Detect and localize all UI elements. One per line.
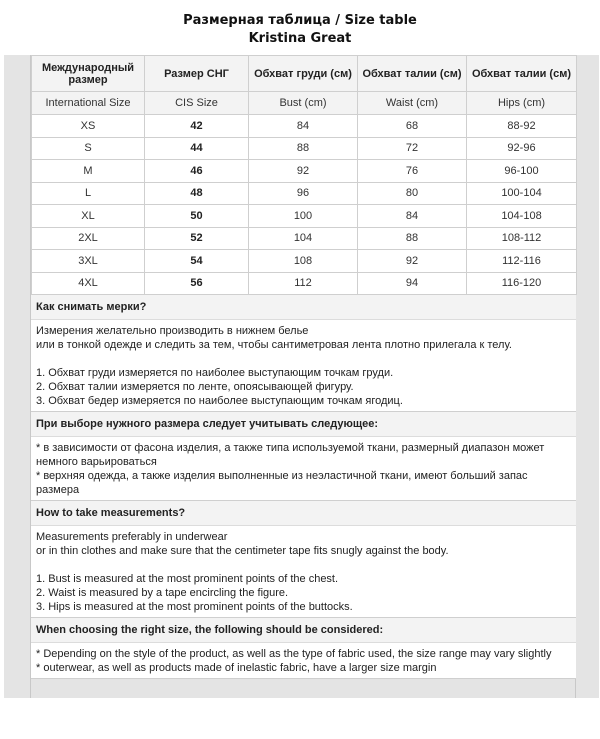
waist-cell: 88 <box>358 227 467 250</box>
section-line: * в зависимости от фасона изделия, а также типа используемой ткани, размерный диапазон может <box>36 442 545 454</box>
table-row <box>32 137 577 160</box>
section-line: * верхняя одежда, а также изделия выполненные из неэластичной ткани, имеют больший запас <box>36 470 528 482</box>
info-sections <box>31 295 576 679</box>
info-section <box>31 618 576 679</box>
info-section <box>31 501 576 618</box>
intl-size-cell: 2XL <box>32 227 145 250</box>
info-section <box>31 295 576 412</box>
section-line: 3. Hips is measured at the most prominent points of the buttocks. <box>36 601 353 613</box>
section-line: 1. Обхват груди измеряется по наиболее выступающим точкам груди. <box>36 367 394 379</box>
section-line: размера <box>36 484 80 496</box>
cis-size-cell: 56 <box>145 272 249 295</box>
table-row <box>32 227 577 250</box>
hips-cell: 112-116 <box>467 250 577 273</box>
bust-cell: 100 <box>249 205 358 228</box>
hips-cell: 88-92 <box>467 115 577 138</box>
spreadsheet <box>4 55 599 698</box>
header-cell: Hips (cm) <box>467 92 577 115</box>
header-row-ru <box>32 56 577 92</box>
hips-cell: 92-96 <box>467 137 577 160</box>
row-gutter <box>4 55 31 698</box>
section-line: немного варьироваться <box>36 456 157 468</box>
title-line-2: Kristina Great <box>248 31 352 46</box>
right-gutter <box>575 55 599 698</box>
intl-size-cell: XL <box>32 205 145 228</box>
info-section <box>31 412 576 501</box>
hips-cell: 104-108 <box>467 205 577 228</box>
section-heading: Как снимать мерки? <box>31 295 576 320</box>
section-line: Measurements preferably in underwear <box>36 531 228 543</box>
section-line <box>36 352 571 366</box>
hips-cell: 116-120 <box>467 272 577 295</box>
hips-cell: 96-100 <box>467 160 577 183</box>
bust-cell: 88 <box>249 137 358 160</box>
section-heading: How to take measurements? <box>31 501 576 526</box>
section-line: или в тонкой одежде и следить за тем, чтобы сантиметровая лента плотно прилегала к телу. <box>36 339 512 351</box>
table-row <box>32 205 577 228</box>
header-cell: Международный размер <box>32 56 145 92</box>
cis-size-cell: 42 <box>145 115 249 138</box>
cis-size-cell: 52 <box>145 227 249 250</box>
header-cell: Размер СНГ <box>145 56 249 92</box>
table-row <box>32 182 577 205</box>
table-row <box>32 160 577 183</box>
section-line: 3. Обхват бедер измеряется по наиболее выступающим точкам ягодиц. <box>36 395 403 407</box>
header-cell: International Size <box>32 92 145 115</box>
section-line: 2. Waist is measured by a tape encircling the figure. <box>36 587 289 599</box>
waist-cell: 92 <box>358 250 467 273</box>
header-row-en <box>32 92 577 115</box>
bust-cell: 92 <box>249 160 358 183</box>
section-line: * outerwear, as well as products made of inelastic fabric, have a larger size margin <box>36 662 437 674</box>
hips-cell: 100-104 <box>467 182 577 205</box>
intl-size-cell: 4XL <box>32 272 145 295</box>
table-row <box>32 272 577 295</box>
bust-cell: 84 <box>249 115 358 138</box>
bust-cell: 112 <box>249 272 358 295</box>
size-table <box>31 55 577 295</box>
title-line-1: Размерная таблица / Size table <box>183 13 417 28</box>
cis-size-cell: 48 <box>145 182 249 205</box>
intl-size-cell: 3XL <box>32 250 145 273</box>
header-cell: Waist (cm) <box>358 92 467 115</box>
section-line <box>36 558 571 572</box>
bust-cell: 108 <box>249 250 358 273</box>
section-heading: When choosing the right size, the following should be considered: <box>31 618 576 643</box>
cis-size-cell: 44 <box>145 137 249 160</box>
header-cell: Bust (cm) <box>249 92 358 115</box>
waist-cell: 72 <box>358 137 467 160</box>
cis-size-cell: 54 <box>145 250 249 273</box>
header-cell: CIS Size <box>145 92 249 115</box>
waist-cell: 68 <box>358 115 467 138</box>
size-rows <box>32 115 577 295</box>
document-title <box>0 12 600 48</box>
intl-size-cell: XS <box>32 115 145 138</box>
table-row <box>32 250 577 273</box>
size-table-container <box>31 55 576 679</box>
hips-cell: 108-112 <box>467 227 577 250</box>
header-cell: Обхват талии (см) <box>358 56 467 92</box>
bust-cell: 96 <box>249 182 358 205</box>
cis-size-cell: 50 <box>145 205 249 228</box>
waist-cell: 94 <box>358 272 467 295</box>
section-line: 1. Bust is measured at the most prominent points of the chest. <box>36 573 339 585</box>
section-heading: При выборе нужного размера следует учитывать следующее: <box>31 412 576 437</box>
bust-cell: 104 <box>249 227 358 250</box>
waist-cell: 84 <box>358 205 467 228</box>
intl-size-cell: S <box>32 137 145 160</box>
intl-size-cell: L <box>32 182 145 205</box>
section-line: Измерения желательно производить в нижнем белье <box>36 325 309 337</box>
cis-size-cell: 46 <box>145 160 249 183</box>
section-line: 2. Обхват талии измеряется по ленте, опоясывающей фигуру. <box>36 381 354 393</box>
intl-size-cell: M <box>32 160 145 183</box>
table-row <box>32 115 577 138</box>
section-line: * Depending on the style of the product, as well as the type of fabric used, the size range may vary slightly <box>36 648 552 660</box>
header-cell: Обхват талии (см) <box>467 56 577 92</box>
section-line: or in thin clothes and make sure that the centimeter tape fits snugly against the body. <box>36 545 449 557</box>
header-cell: Обхват груди (см) <box>249 56 358 92</box>
waist-cell: 76 <box>358 160 467 183</box>
waist-cell: 80 <box>358 182 467 205</box>
